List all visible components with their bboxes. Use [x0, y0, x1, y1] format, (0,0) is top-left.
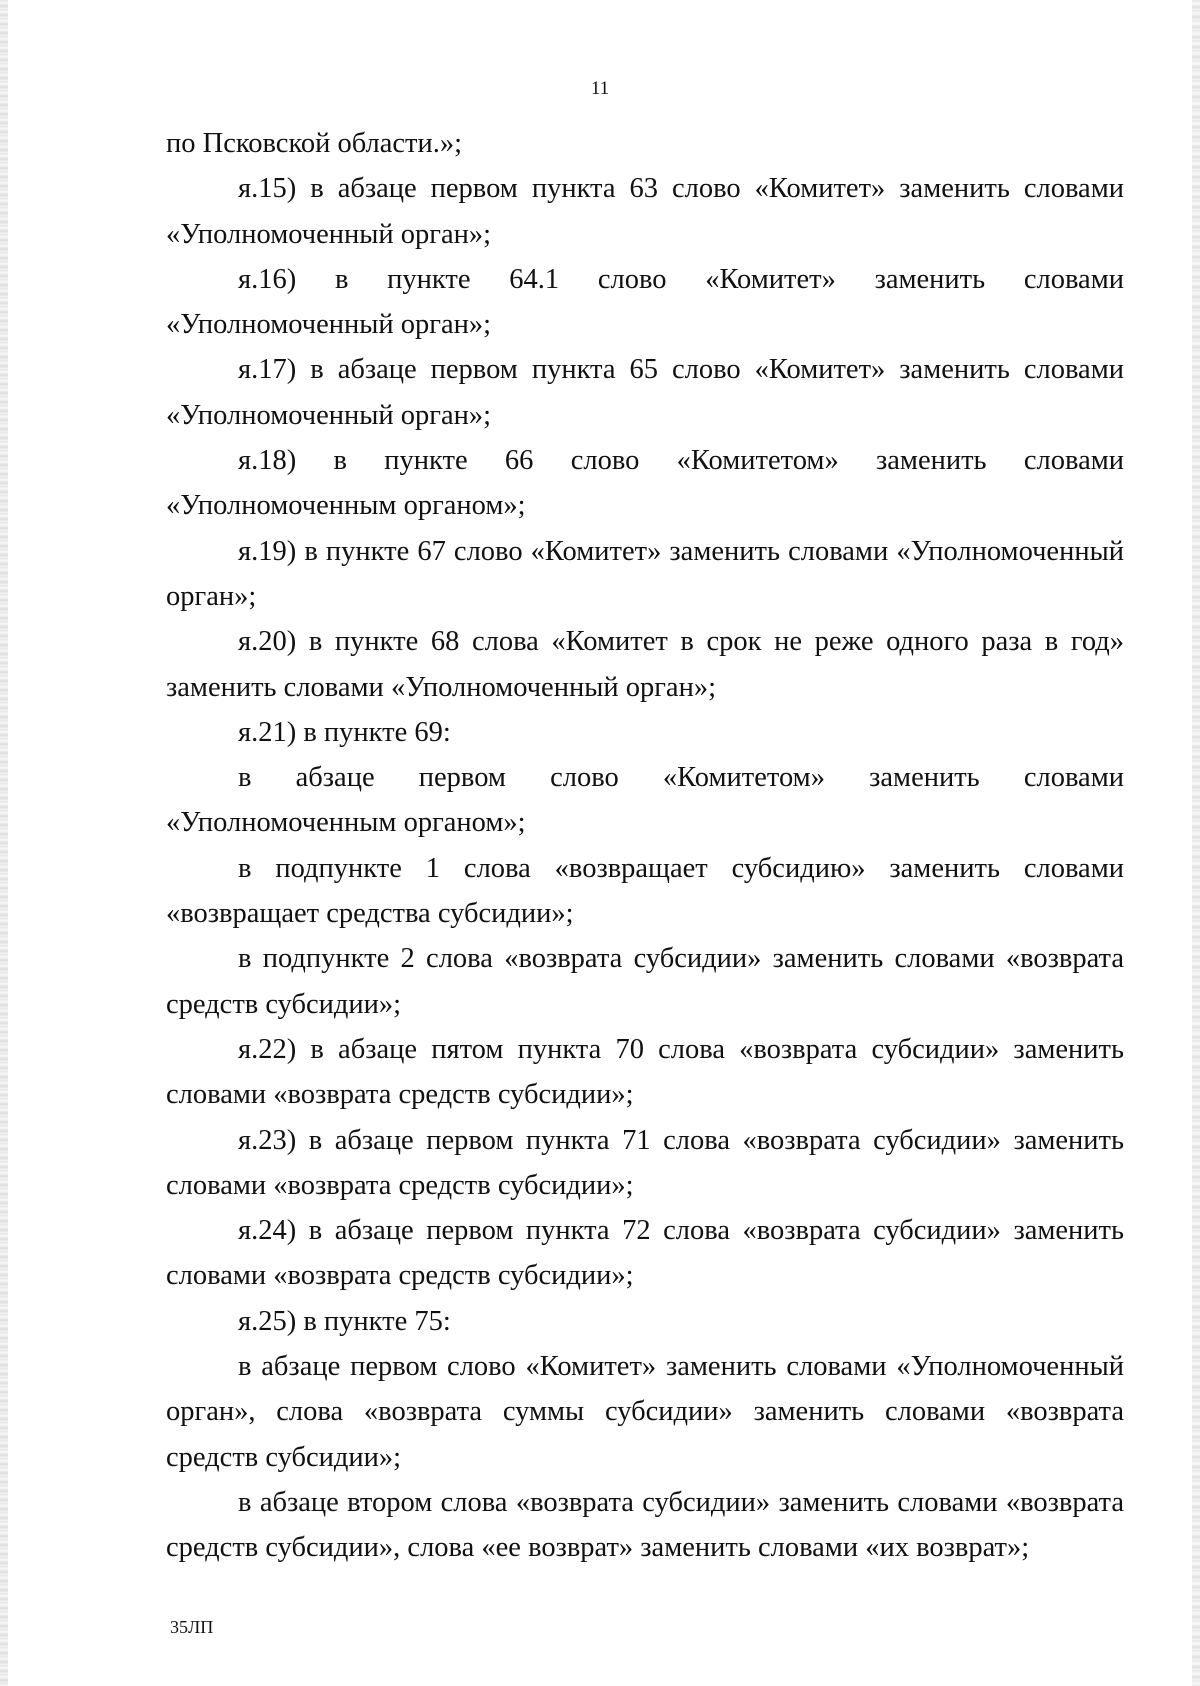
paragraph: я.20) в пункте 68 слова «Комитет в срок не реже одного раза в год» заменить словами «Уполномоченный орган»;: [166, 626, 1124, 703]
paragraph: в абзаце первом слово «Комитет» заменить словами «Уполномоченный орган», слова «возврата суммы субсидии» заменить словами «возврата средств субсидии»;: [166, 1351, 1124, 1473]
paragraph: в абзаце первом слово «Комитетом» заменить словами «Уполномоченным органом»;: [166, 762, 1124, 839]
paragraph: в подпункте 1 слова «возвращает субсидию» заменить словами «возвращает средства субсидии»;: [166, 852, 1124, 930]
footer-code: 35ЛП: [170, 1617, 214, 1637]
paragraph: я.21) в пункте 69:: [238, 716, 451, 748]
scan-edge-right: [1192, 0, 1200, 1686]
paragraph: я.22) в абзаце пятом пункта 70 слова «возврата субсидии» заменить словами «возврата средств субсидии»;: [166, 1033, 1124, 1111]
paragraph: в абзаце втором слова «возврата субсидии» заменить словами «возврата средств субсидии», слова «ее возврат» заменить словами «их возврат»;: [166, 1486, 1124, 1564]
paragraph: я.24) в абзаце первом пункта 72 слова «возврата субсидии» заменить словами «возврата средств субсидии»;: [166, 1215, 1124, 1292]
paragraph: я.19) в пункте 67 слово «Комитет» заменить словами «Уполномоченный орган»;: [166, 535, 1124, 612]
document-body: [166, 121, 1124, 1571]
paragraph: в подпункте 2 слова «возврата субсидии» заменить словами «возврата средств субсидии»;: [166, 943, 1124, 1020]
paragraph: я.15) в абзаце первом пункта 63 слово «Комитет» заменить словами «Уполномоченный орган»;: [166, 173, 1124, 250]
paragraph: я.16) в пункте 64.1 слово «Комитет» заменить словами «Уполномоченный орган»;: [166, 263, 1124, 341]
scan-edge-left: [0, 0, 8, 1686]
paragraph: я.18) в пункте 66 слово «Комитетом» заменить словами «Уполномоченным органом»;: [166, 445, 1124, 522]
page-number: 11: [590, 78, 610, 99]
paragraph: по Псковской области.»;: [166, 128, 463, 159]
paragraph: я.23) в абзаце первом пункта 71 слова «возврата субсидии» заменить словами «возврата средств субсидии»;: [166, 1124, 1124, 1201]
paragraph: я.25) в пункте 75:: [238, 1305, 451, 1337]
paragraph: я.17) в абзаце первом пункта 65 слово «Комитет» заменить словами «Уполномоченный орган»;: [166, 354, 1124, 431]
